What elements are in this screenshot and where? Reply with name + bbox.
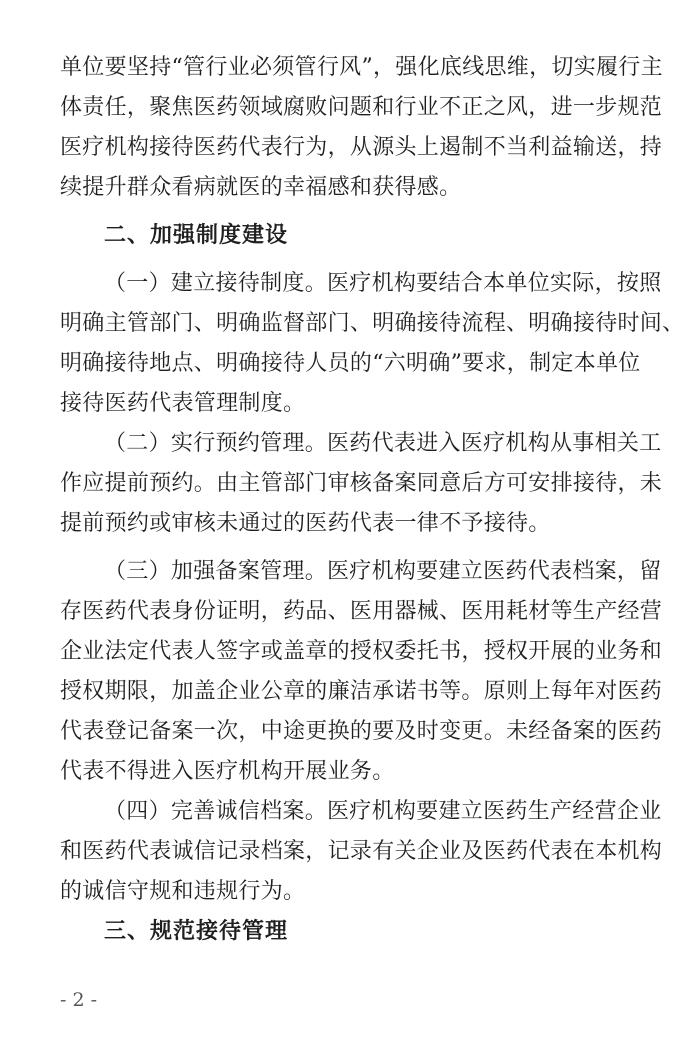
- paragraph-line: 明确接待地点、明确接待人员的“六明确”要求，制定本单位: [60, 351, 641, 376]
- paragraph-line: （二）实行预约管理。医药代表进入医疗机构从事相关工: [104, 431, 662, 456]
- paragraph-line: 单位要坚持“管行业必须管行风”，强化底线思维，切实履行主: [60, 55, 663, 80]
- paragraph-line: 作应提前预约。由主管部门审核备案同意后方可安排接待，未: [60, 471, 663, 496]
- paragraph-line: （一）建立接待制度。医疗机构要结合本单位实际，按照: [104, 271, 662, 296]
- paragraph-line: 和医药代表诚信记录档案，记录有关企业及医药代表在本机构: [60, 839, 663, 864]
- paragraph-line: 提前预约或审核未通过的医药代表一律不予接待。: [60, 511, 551, 536]
- paragraph-line: 的诚信守规和违规行为。: [60, 879, 306, 904]
- paragraph-line: 代表不得进入医疗机构开展业务。: [60, 759, 395, 784]
- paragraph-line: 存医药代表身份证明，药品、医用器械、医用耗材等生产经营: [60, 599, 663, 624]
- paragraph-line: 续提升群众看病就医的幸福感和获得感。: [60, 175, 462, 200]
- paragraph-line: 明确主管部门、明确监督部门、明确接待流程、明确接待时间、: [60, 311, 685, 336]
- paragraph-line: 体责任，聚焦医药领域腐败问题和行业不正之风，进一步规范: [60, 95, 663, 120]
- paragraph-line: 接待医药代表管理制度。: [60, 391, 306, 416]
- paragraph-line: 授权期限，加盖企业公章的廉洁承诺书等。原则上每年对医药: [60, 679, 663, 704]
- section-heading: 二、加强制度建设: [104, 223, 289, 248]
- paragraph-line: 医疗机构接待医药代表行为，从源头上遏制不当利益输送，持: [60, 135, 663, 160]
- page-number: - 2 -: [60, 989, 98, 1011]
- paragraph-line: （三）加强备案管理。医疗机构要建立医药代表档案，留: [104, 559, 662, 584]
- section-heading: 三、规范接待管理: [104, 919, 289, 944]
- paragraph-line: 代表登记备案一次，中途更换的要及时变更。未经备案的医药: [60, 719, 663, 744]
- paragraph-line: 企业法定代表人签字或盖章的授权委托书，授权开展的业务和: [60, 639, 663, 664]
- paragraph-line: （四）完善诚信档案。医疗机构要建立医药生产经营企业: [104, 799, 662, 824]
